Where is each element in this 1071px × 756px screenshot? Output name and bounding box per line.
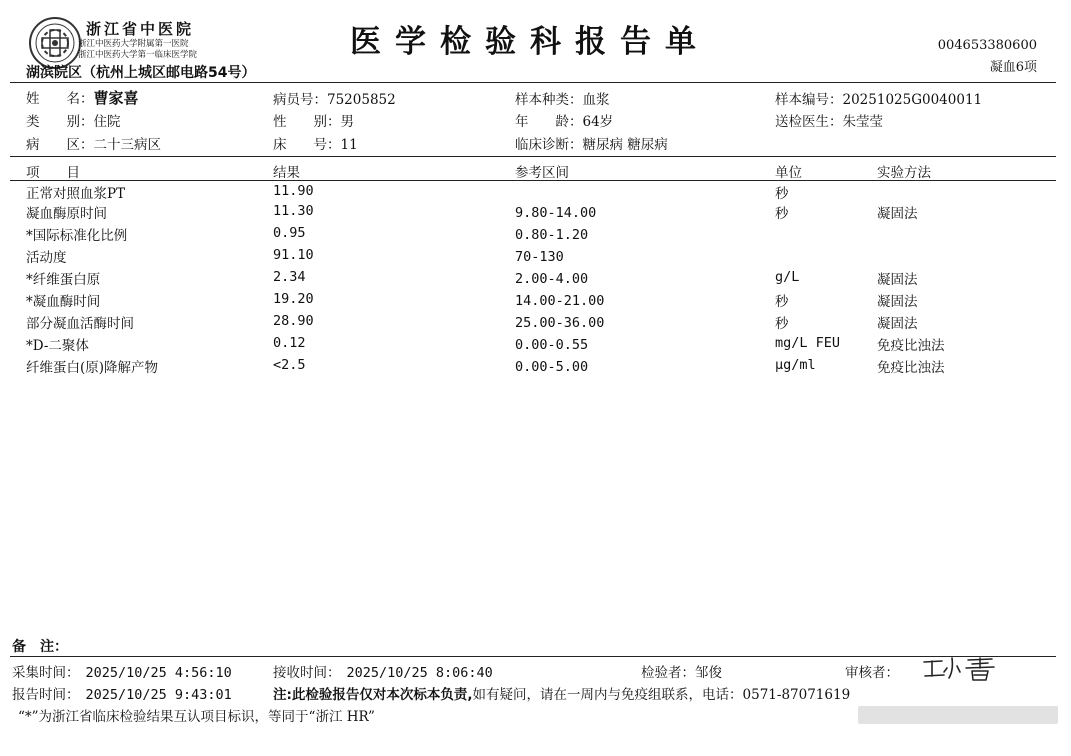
row-3-result: 91.10 — [273, 247, 314, 263]
responsibility-note-text: 如有疑问，请在一周内与免疫组联系，电话：0571-87071619 — [472, 687, 851, 703]
col-header-item: 项 目 — [26, 165, 80, 181]
bed: 11 — [340, 137, 358, 153]
bed-field — [273, 133, 358, 153]
row-4-item: *纤维蛋白原 — [26, 272, 101, 288]
sex-field — [273, 110, 354, 130]
row-4-ref: 2.00-4.00 — [515, 271, 589, 287]
row-6-ref: 25.00-36.00 — [515, 315, 605, 331]
row-3-item: 活动度 — [26, 250, 67, 266]
redacted-area — [858, 706, 1058, 724]
hospital-subtitle-2: 浙江中医药大学第一临床医学院 — [78, 50, 198, 60]
record-number-field — [273, 88, 396, 108]
col-header-unit: 单位 — [775, 165, 802, 181]
category-field — [26, 110, 121, 130]
row-6-result: 28.90 — [273, 313, 314, 329]
sample-number: 20251025G0040011 — [842, 92, 983, 108]
row-4-unit: g/L — [775, 269, 800, 285]
reviewer-label: 审核者： — [845, 665, 899, 681]
row-8-item: 纤维蛋白(原)降解产物 — [26, 360, 159, 376]
table-header-divider — [10, 180, 1056, 181]
patient-name-label: 姓 名： — [26, 91, 94, 107]
hospital-subtitle-1: 浙江中医药大学附属第一医院 — [78, 39, 189, 49]
row-3-ref: 70-130 — [515, 249, 564, 265]
row-4-method: 凝固法 — [877, 272, 918, 288]
remarks-label: 备 注： — [12, 639, 68, 655]
sex-label: 性 别： — [273, 114, 341, 130]
collect-time-field — [12, 661, 232, 681]
doctor-label: 送检医生： — [775, 114, 843, 130]
row-8-unit: μg/ml — [775, 357, 816, 373]
row-2-item: *国际标准化比例 — [26, 228, 128, 244]
sample-type-label: 样本种类： — [515, 92, 583, 108]
ward-field — [26, 133, 161, 153]
record-number-label: 病员号： — [273, 92, 327, 108]
report-time: 2025/10/25 9:43:01 — [85, 687, 232, 703]
doctor: 朱莹莹 — [842, 114, 883, 130]
mutual-recognition-note: “*”为浙江省临床检验结果互认项目标识，等同于“浙江 HR” — [18, 709, 375, 725]
tester-field — [641, 661, 722, 681]
ward-label: 病 区： — [26, 137, 94, 153]
row-1-unit: 秒 — [775, 206, 789, 222]
row-8-method: 免疫比浊法 — [877, 360, 945, 376]
receive-time: 2025/10/25 8:06:40 — [346, 665, 493, 681]
hospital-name: 浙江省中医院 — [86, 20, 195, 38]
receive-time-field — [273, 661, 493, 681]
patient-name: 曹家喜 — [93, 89, 139, 107]
category-label: 类 别： — [26, 114, 94, 130]
row-7-unit: mg/L FEU — [775, 335, 841, 351]
ward: 二十三病区 — [93, 137, 161, 153]
sample-type-field — [515, 88, 610, 108]
col-header-reference: 参考区间 — [515, 165, 569, 181]
row-8-ref: 0.00-5.00 — [515, 359, 589, 375]
diagnosis-label: 临床诊断： — [515, 137, 583, 153]
row-5-method: 凝固法 — [877, 294, 918, 310]
age: 64岁 — [582, 114, 614, 130]
diagnosis-field — [515, 133, 668, 153]
page-title: 医学检验科报告单 — [350, 24, 710, 60]
category: 住院 — [93, 114, 121, 130]
collect-time-label: 采集时间： — [12, 665, 80, 681]
record-number: 75205852 — [327, 92, 396, 108]
row-2-result: 0.95 — [273, 225, 306, 241]
bed-label: 床 号： — [273, 137, 341, 153]
row-0-result: 11.90 — [273, 183, 314, 199]
row-1-ref: 9.80-14.00 — [515, 205, 597, 221]
info-divider — [10, 156, 1056, 157]
row-4-result: 2.34 — [273, 269, 306, 285]
row-6-unit: 秒 — [775, 316, 789, 332]
row-6-method: 凝固法 — [877, 316, 918, 332]
sample-number-label: 样本编号： — [775, 92, 843, 108]
row-5-unit: 秒 — [775, 294, 789, 310]
row-5-result: 19.20 — [273, 291, 314, 307]
row-5-item: *凝血酶时间 — [26, 294, 101, 310]
tester-label: 检验者： — [641, 665, 695, 681]
row-6-item: 部分凝血活酶时间 — [26, 316, 134, 332]
responsibility-note-bold: 注:此检验报告仅对本次标本负责, — [273, 687, 473, 703]
sample-number-field — [775, 88, 982, 108]
row-7-item: *D-二聚体 — [26, 338, 89, 354]
receive-time-label: 接收时间： — [273, 665, 341, 681]
row-7-result: 0.12 — [273, 335, 306, 351]
row-1-result: 11.30 — [273, 203, 314, 219]
row-8-result: <2.5 — [273, 357, 306, 373]
responsibility-note — [273, 683, 850, 703]
row-0-unit: 秒 — [775, 186, 789, 202]
row-0-item: 正常对照血浆PT — [26, 186, 126, 202]
age-label: 年 龄： — [515, 114, 583, 130]
row-7-ref: 0.00-0.55 — [515, 337, 589, 353]
sex: 男 — [340, 114, 354, 130]
sample-type: 血浆 — [582, 92, 610, 108]
row-2-ref: 0.80-1.20 — [515, 227, 589, 243]
row-1-method: 凝固法 — [877, 206, 918, 222]
col-header-result: 结果 — [273, 165, 300, 181]
age-field — [515, 110, 613, 130]
header-divider — [10, 82, 1056, 83]
row-5-ref: 14.00-21.00 — [515, 293, 605, 309]
collect-time: 2025/10/25 4:56:10 — [85, 665, 232, 681]
test-panel-name: 凝血6项 — [989, 60, 1037, 75]
tester: 邹俊 — [695, 665, 722, 681]
report-time-label: 报告时间： — [12, 687, 80, 703]
doctor-field — [775, 110, 883, 130]
campus-address: 湖滨院区（杭州上城区邮电路54号） — [26, 65, 256, 81]
footer-divider — [10, 656, 1056, 657]
row-1-item: 凝血酶原时间 — [26, 206, 107, 222]
report-time-field — [12, 683, 232, 703]
report-number: 004653380600 — [937, 38, 1037, 53]
patient-name-field — [26, 87, 139, 108]
row-7-method: 免疫比浊法 — [877, 338, 945, 354]
reviewer-signature-icon — [922, 654, 1002, 682]
diagnosis: 糖尿病 糖尿病 — [582, 137, 668, 153]
col-header-method: 实验方法 — [877, 165, 931, 181]
